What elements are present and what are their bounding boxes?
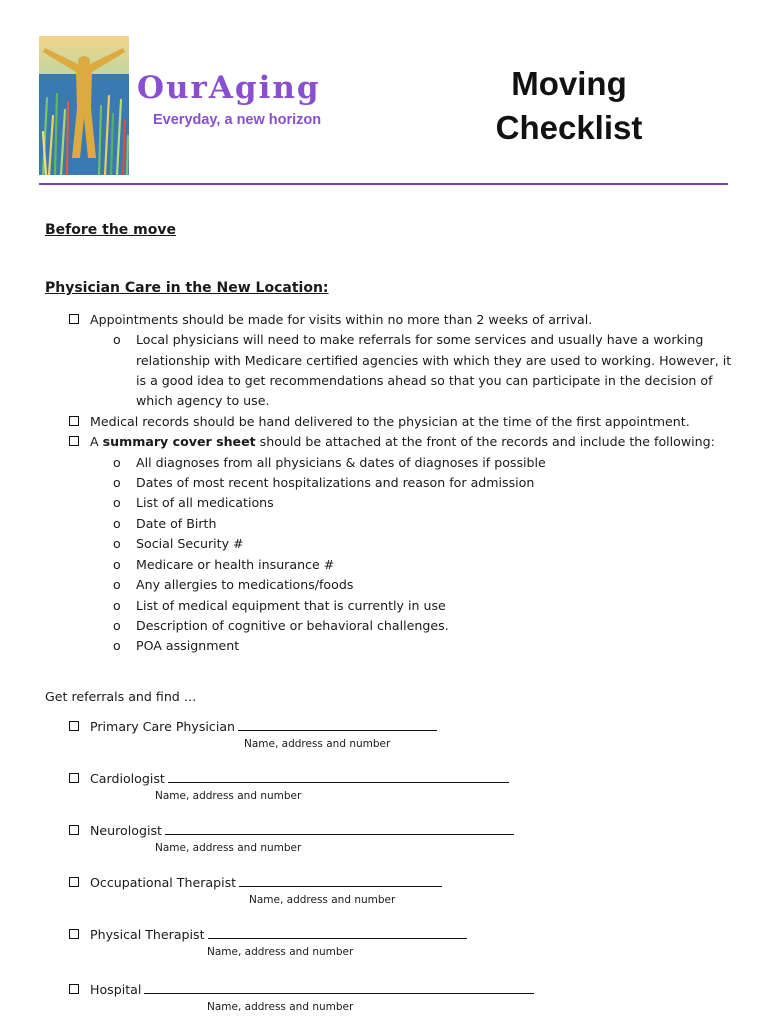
referral-hint: Name, address and number [207,1001,354,1014]
referral-item [45,872,735,892]
referral-item [45,924,735,944]
summary-sheet-item-text: List of medical equipment that is currently in use [136,597,446,613]
summary-sheet-item [45,493,735,513]
referral-hint: Name, address and number [249,894,396,907]
referrals-intro: Get referrals and find … [45,688,197,704]
summary-sheet-item-text: Dates of most recent hospitalizations and reason for admission [136,475,535,491]
referral-label: Cardiologist [90,771,165,787]
checklist-item-medical-records [45,412,735,432]
fill-in-line[interactable] [208,924,468,939]
fill-in-line[interactable] [168,768,509,783]
summary-sheet-item-text: POA assignment [136,638,240,654]
brand-tagline: Everyday, a new horizon [153,112,322,128]
item-text-prefix: A [90,434,103,450]
checklist-item-summary-cover-sheet [45,432,735,452]
logo-artwork [39,36,129,175]
checkbox[interactable] [69,721,79,731]
item-text: Appointments should be made for visits within no more than 2 weeks of arrival. [90,311,593,327]
checkbox[interactable] [69,929,79,939]
summary-sheet-item [45,575,735,595]
checkbox[interactable] [69,314,79,324]
circle-bullet: o [113,495,121,511]
fill-in-line[interactable] [144,979,534,994]
referral-label: Hospital [90,982,142,998]
referral-hint: Name, address and number [244,738,391,751]
item-text-suffix: should be attached at the front of the records and include the following: [255,434,715,450]
summary-sheet-item-text: Social Security # [136,536,244,552]
circle-bullet: o [113,638,121,654]
checkbox[interactable] [69,877,79,887]
summary-sheet-item-text: Any allergies to medications/foods [136,577,354,593]
circle-bullet: o [113,617,121,633]
brand-name: OurAging [137,70,321,106]
circle-bullet: o [113,454,121,470]
referral-item [45,820,735,840]
summary-sheet-item-text: All diagnoses from all physicians & dates of diagnoses if possible [136,454,546,470]
sub-item-text: Local physicians will need to make referrals for some services and usually have a working relationship with Medicare certified agencies with which they are used to working. However, it is a good idea to get recommendations ahead so that you can participate in the decision of which agency to use. [136,332,732,409]
circle-bullet: o [113,556,121,572]
summary-sheet-item [45,453,735,473]
summary-sheet-item-text: Description of cognitive or behavioral challenges. [136,617,449,633]
summary-sheet-item [45,636,735,656]
sub-item-local-physicians [45,330,735,412]
referral-label: Occupational Therapist [90,875,237,891]
referral-label: Primary Care Physician [90,719,236,735]
circle-bullet: o [113,515,121,531]
fill-in-line[interactable] [238,716,437,731]
fill-in-line[interactable] [239,872,441,887]
summary-sheet-item [45,514,735,534]
referral-hint: Name, address and number [155,790,302,803]
circle-bullet: o [113,536,121,552]
title-line-1: Moving [511,65,627,102]
summary-sheet-item [45,555,735,575]
checkbox[interactable] [69,416,79,426]
physician-heading: Physician Care in the New Location: [45,280,329,297]
referral-label: Neurologist [90,823,162,839]
checklist-body [45,220,735,1016]
referral-item [45,768,735,788]
referral-label: Physical Therapist [90,927,205,943]
summary-sheet-item [45,534,735,554]
circle-bullet: o [113,332,121,348]
summary-sheet-item-text: Date of Birth [136,515,217,531]
checkbox[interactable] [69,773,79,783]
referral-list [45,716,735,1016]
circle-bullet: o [113,597,121,613]
checklist-item-appointments [45,310,735,330]
summary-sheet-item-text: Medicare or health insurance # [136,556,335,572]
referral-hint: Name, address and number [155,842,302,855]
referral-item [45,979,735,999]
document-title [486,62,652,150]
referral-item [45,716,735,736]
summary-sheet-item-text: List of all medications [136,495,274,511]
referral-hint: Name, address and number [207,946,354,959]
header-divider [39,183,728,185]
checkbox[interactable] [69,436,79,446]
circle-bullet: o [113,577,121,593]
circle-bullet: o [113,475,121,491]
title-line-2: Checklist [495,109,643,146]
summary-sheet-item [45,616,735,636]
fill-in-line[interactable] [165,820,514,835]
item-text: Medical records should be hand delivered to the physician at the time of the first appointment. [90,413,690,429]
section-title: Before the move [45,222,177,238]
summary-sheet-item [45,473,735,493]
summary-sheet-list [45,453,735,657]
item-text-bold: summary cover sheet [102,434,256,450]
summary-sheet-item [45,596,735,616]
checkbox[interactable] [69,825,79,835]
checkbox[interactable] [69,984,79,994]
